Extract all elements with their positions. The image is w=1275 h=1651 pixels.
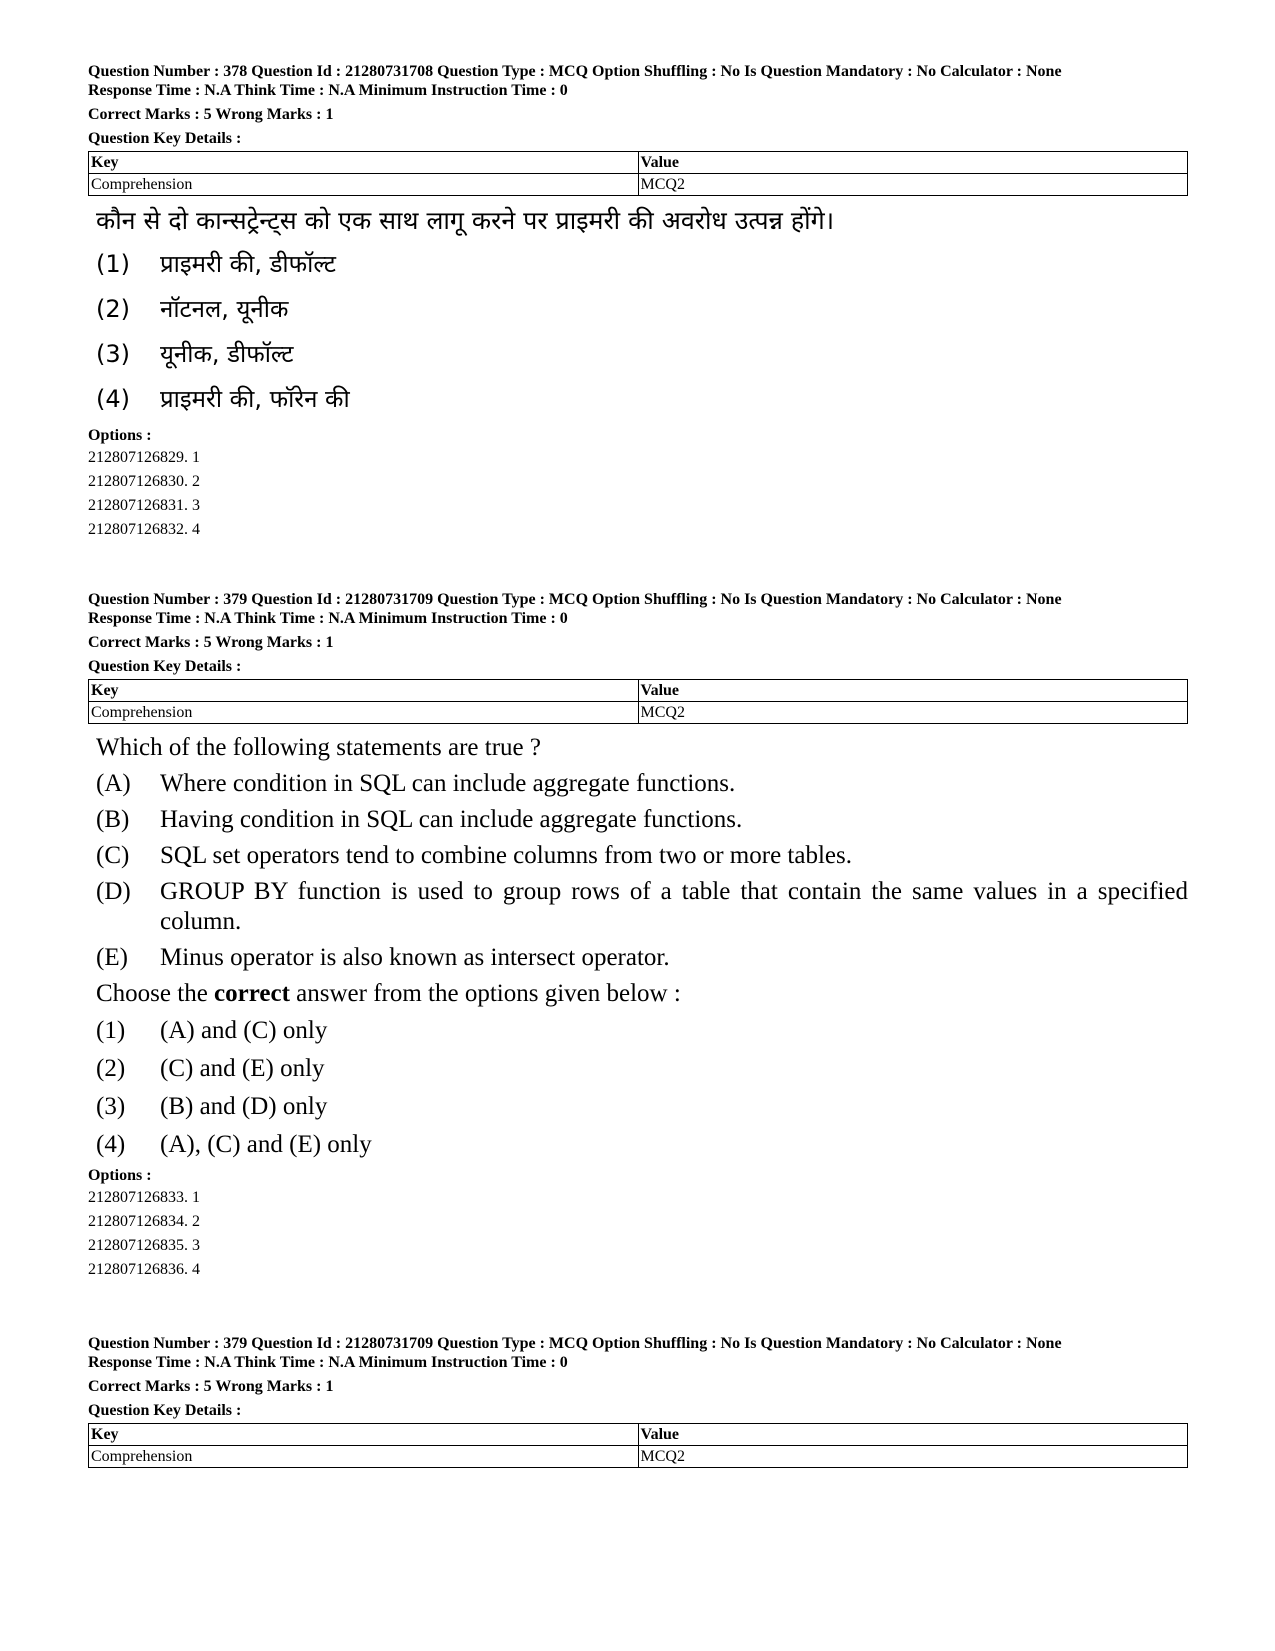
question-timing-line: Response Time : N.A Think Time : N.A Minimum Instruction Time : 0 — [88, 1354, 568, 1371]
table-header-key: Key — [89, 152, 639, 174]
choice-number: (3) — [96, 1093, 126, 1120]
choice-number: (1) — [96, 1017, 126, 1044]
statement-text: Having condition in SQL can include aggregate functions. — [160, 806, 743, 833]
table-cell-value: MCQ2 — [638, 702, 1188, 724]
choice-number: (4) — [96, 385, 130, 413]
options-title: Options : — [88, 427, 152, 444]
key-details-title: Question Key Details : — [88, 130, 242, 147]
option-id: 212807126835. 3 — [88, 1237, 200, 1254]
option-id: 212807126833. 1 — [88, 1189, 200, 1206]
key-details-table — [88, 679, 1188, 724]
answer-choice — [96, 377, 1188, 422]
table-row — [89, 1446, 1188, 1468]
table-header-value: Value — [638, 152, 1188, 174]
answer-choice — [96, 1126, 1188, 1164]
choose-text-pre: Choose the — [96, 980, 215, 1007]
answer-choices — [88, 1012, 1188, 1164]
choice-text: नॉटनल, यूनीक — [160, 295, 289, 323]
answer-choice — [96, 242, 1188, 287]
choice-number: (2) — [96, 1055, 126, 1082]
statement-label: (C) — [96, 842, 130, 869]
table-header-key: Key — [89, 680, 639, 702]
statement-item — [96, 940, 1188, 976]
question-meta-line: Question Number : 379 Question Id : 21280731709 Question Type : MCQ Option Shuffling : No Is Question Mandatory : No Calculator : None — [88, 1335, 1062, 1352]
question-meta-line: Question Number : 378 Question Id : 21280731708 Question Type : MCQ Option Shuffling : No Is Question Mandatory : No Calculator : None — [88, 63, 1062, 80]
option-id: 212807126830. 2 — [88, 473, 200, 490]
choice-number: (3) — [96, 340, 130, 368]
answer-choice — [96, 332, 1188, 377]
choose-text-post: answer from the options given below : — [289, 980, 681, 1007]
table-header-row — [89, 152, 1188, 174]
statement-text: GROUP BY function is used to group rows of a table that contain the same values in a specified column. — [160, 878, 1188, 935]
statement-text: Minus operator is also known as intersect operator. — [160, 944, 670, 971]
table-cell-key: Comprehension — [89, 174, 639, 196]
table-row — [89, 174, 1188, 196]
table-header-row — [89, 680, 1188, 702]
statement-text: SQL set operators tend to combine columns from two or more tables. — [160, 842, 852, 869]
answer-choice — [96, 1012, 1188, 1050]
options-title: Options : — [88, 1167, 152, 1184]
question-marks: Correct Marks : 5 Wrong Marks : 1 — [88, 106, 334, 123]
question-379 — [88, 590, 1188, 1282]
table-header-key: Key — [89, 1424, 639, 1446]
statement-item — [96, 802, 1188, 838]
choice-text: (A), (C) and (E) only — [160, 1131, 372, 1158]
statement-item — [96, 766, 1188, 802]
question-marks: Correct Marks : 5 Wrong Marks : 1 — [88, 634, 334, 651]
statement-item — [96, 874, 1188, 940]
choice-text: (A) and (C) only — [160, 1017, 328, 1044]
key-details-table — [88, 151, 1188, 196]
choice-text: (C) and (E) only — [160, 1055, 325, 1082]
answer-choices — [88, 242, 1188, 422]
answer-choice — [96, 1050, 1188, 1088]
statement-text: Where condition in SQL can include aggregate functions. — [160, 770, 736, 797]
question-timing-line: Response Time : N.A Think Time : N.A Minimum Instruction Time : 0 — [88, 610, 568, 627]
question-stem: Which of the following statements are true ? — [96, 734, 541, 761]
choice-text: यूनीक, डीफॉल्ट — [160, 340, 294, 368]
question-meta-line: Question Number : 379 Question Id : 21280731709 Question Type : MCQ Option Shuffling : No Is Question Mandatory : No Calculator : None — [88, 591, 1062, 608]
answer-choice — [96, 287, 1188, 332]
statement-label: (A) — [96, 770, 131, 797]
key-details-title: Question Key Details : — [88, 1402, 242, 1419]
key-details-title: Question Key Details : — [88, 658, 242, 675]
statement-list — [88, 766, 1188, 976]
table-cell-value: MCQ2 — [638, 174, 1188, 196]
choice-number: (4) — [96, 1131, 126, 1158]
choice-number: (2) — [96, 295, 130, 323]
choice-text: प्राइमरी की, फॉरेन की — [160, 385, 350, 413]
key-details-table — [88, 1423, 1188, 1468]
table-row — [89, 702, 1188, 724]
table-header-value: Value — [638, 1424, 1188, 1446]
choice-text: प्राइमरी की, डीफॉल्ट — [160, 250, 336, 278]
question-stem-hindi: कौन से दो कान्सट्रेन्ट्स को एक साथ लागू करने पर प्राइमरी की अवरोध उत्पन्न होंगे। — [96, 206, 835, 235]
answer-choice — [96, 1088, 1188, 1126]
table-cell-key: Comprehension — [89, 1446, 639, 1468]
option-id: 212807126836. 4 — [88, 1261, 200, 1278]
question-timing-line: Response Time : N.A Think Time : N.A Minimum Instruction Time : 0 — [88, 82, 568, 99]
choice-text: (B) and (D) only — [160, 1093, 328, 1120]
statement-label: (B) — [96, 806, 130, 833]
question-379-repeat — [88, 1334, 1188, 1468]
question-378 — [88, 62, 1188, 542]
statement-item — [96, 838, 1188, 874]
option-id: 212807126834. 2 — [88, 1213, 200, 1230]
table-header-row — [89, 1424, 1188, 1446]
table-header-value: Value — [638, 680, 1188, 702]
table-cell-key: Comprehension — [89, 702, 639, 724]
statement-label: (E) — [96, 944, 128, 971]
choose-text-bold: correct — [214, 980, 290, 1007]
option-id: 212807126829. 1 — [88, 449, 200, 466]
choice-number: (1) — [96, 250, 130, 278]
table-cell-value: MCQ2 — [638, 1446, 1188, 1468]
choose-instruction — [96, 976, 1188, 1012]
statement-label: (D) — [96, 878, 131, 905]
option-id: 212807126832. 4 — [88, 521, 200, 538]
option-id: 212807126831. 3 — [88, 497, 200, 514]
question-marks: Correct Marks : 5 Wrong Marks : 1 — [88, 1378, 334, 1395]
